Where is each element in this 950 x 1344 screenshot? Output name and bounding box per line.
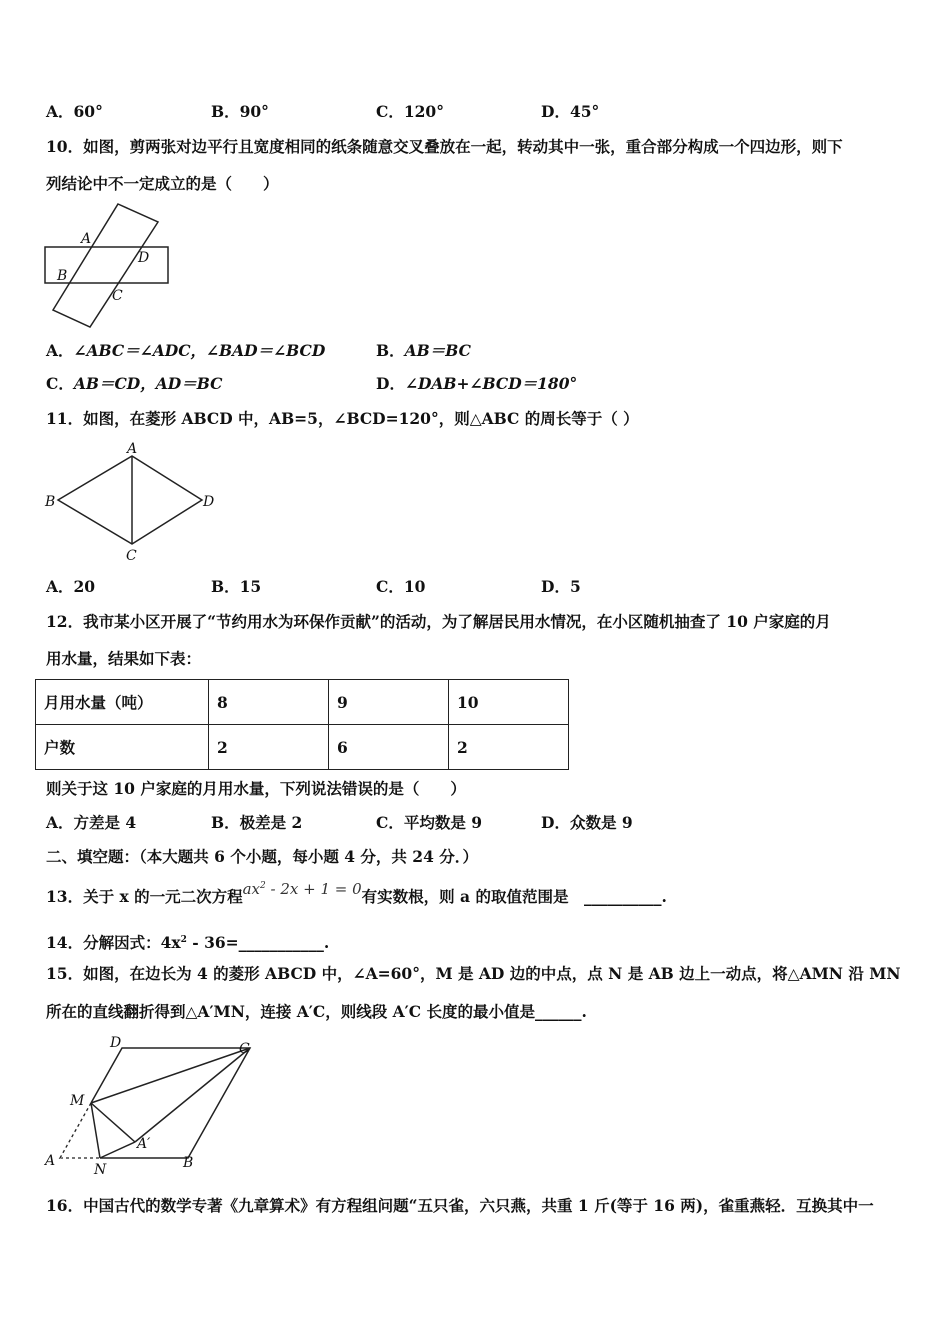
- q9-option-c: C．120°: [376, 102, 444, 121]
- table-cell: 户数: [36, 725, 209, 770]
- table-cell: 8: [209, 680, 329, 725]
- table-cell: 2: [209, 725, 329, 770]
- q10-option-a-prefix: A．: [46, 341, 74, 360]
- label-b: B: [183, 1155, 194, 1171]
- label-c: C: [239, 1041, 250, 1057]
- label-aprime: A′: [137, 1136, 151, 1152]
- q11-option-b: B．15: [211, 577, 262, 596]
- rhombus-abcd: [58, 456, 202, 544]
- label-d: D: [110, 1035, 122, 1051]
- label-a: A: [127, 441, 138, 457]
- q13-prefix: 13．关于 x 的一元二次方程: [46, 887, 243, 906]
- q10-option-a-text: ∠ABC＝∠ADC，∠BAD＝∠BCD: [73, 341, 326, 360]
- table-cell: 10: [449, 680, 569, 725]
- table-cell: 月用水量（吨）: [36, 680, 209, 725]
- segment-n-aprime: [100, 1142, 135, 1158]
- q15-figure: [40, 1035, 265, 1180]
- label-a: A: [81, 231, 92, 247]
- q12-option-d: D．众数是 9: [541, 813, 633, 832]
- section-2-heading: 二、填空题：（本大题共 6 个小题，每小题 4 分，共 24 分．）: [46, 847, 479, 866]
- q10-option-d-text: ∠DAB+∠BCD＝180°: [404, 374, 578, 393]
- table-row: [36, 680, 569, 725]
- segment-aprime-c: [135, 1048, 250, 1142]
- q13-formula-rest: - 2x + 1 = 0: [265, 880, 362, 898]
- q10-option-a: [46, 341, 325, 361]
- segment-m-n: [91, 1103, 100, 1158]
- q10-text-line1: 10．如图，剪两张对边平行且宽度相同的纸条随意交叉叠放在一起，转动其中一张，重合部分构成一个四边形，则下: [46, 137, 843, 156]
- table-row: [36, 725, 569, 770]
- q12-text-line2: 用水量，结果如下表：: [46, 649, 202, 668]
- q10-option-b-text: AB＝BC: [404, 341, 471, 360]
- label-a: A: [45, 1153, 56, 1169]
- label-n: N: [94, 1162, 107, 1178]
- label-c: C: [126, 548, 137, 564]
- q15-text-line2: 所在的直线翻折得到△A′MN，连接 A′C，则线段 A′C 长度的最小值是______.: [46, 1002, 587, 1021]
- q12-question: 则关于这 10 户家庭的月用水量，下列说法错误的是（ ）: [46, 779, 466, 798]
- q9-option-b: B．90°: [211, 102, 269, 121]
- q13-formula-a: ax: [242, 880, 261, 898]
- q13-text: [46, 880, 667, 907]
- table-cell: 9: [329, 680, 449, 725]
- q14-exp: 2: [180, 935, 187, 945]
- q10-option-d: [376, 374, 577, 394]
- q11-figure: [42, 440, 227, 565]
- label-d: D: [203, 494, 215, 510]
- q12-option-b: B．极差是 2: [211, 813, 303, 832]
- q14-text: [46, 930, 329, 953]
- q10-option-c: [46, 374, 222, 394]
- q14-suffix: - 36=___________.: [186, 933, 330, 953]
- q9-option-a: A．60°: [46, 102, 103, 121]
- q12-text-line1: 12．我市某小区开展了“节约用水为环保作贡献”的活动，为了解居民用水情况，在小区随机抽查了 10 户家庭的月: [46, 612, 831, 631]
- q11-text: 11．如图，在菱形 ABCD 中，AB=5，∠BCD=120°，则△ABC 的周长等于（ ）: [46, 409, 639, 428]
- q10-text-line2: 列结论中不一定成立的是（ ）: [46, 174, 279, 193]
- q13-formula-exp: 2: [260, 881, 266, 891]
- q11-option-a: A．20: [46, 577, 96, 596]
- q12-option-c: C．平均数是 9: [376, 813, 483, 832]
- label-b: B: [57, 268, 68, 284]
- q11-option-c: C．10: [376, 577, 426, 596]
- label-m: M: [70, 1093, 85, 1109]
- label-c: C: [112, 288, 123, 304]
- q10-option-b: [376, 341, 471, 361]
- q10-option-c-text: AB＝CD，AD＝BC: [73, 374, 223, 393]
- q10-option-c-prefix: C．: [46, 374, 74, 393]
- table-cell: 6: [329, 725, 449, 770]
- label-d: D: [138, 250, 150, 266]
- rhombus-abcd: [60, 1048, 250, 1158]
- q13-formula: [243, 880, 362, 898]
- q11-option-d: D．5: [541, 577, 581, 596]
- q10-option-d-prefix: D．: [376, 374, 405, 393]
- segment-m-aprime: [91, 1103, 135, 1142]
- q10-figure: [40, 200, 180, 335]
- water-usage-table: [35, 679, 569, 770]
- q9-option-d: D．45°: [541, 102, 600, 121]
- q14-prefix: 14．分解因式：4x: [46, 933, 181, 953]
- table-cell: 2: [449, 725, 569, 770]
- q13-suffix: 有实数根，则 a 的取值范围是 __________.: [361, 887, 667, 906]
- q15-text-line1: 15．如图，在边长为 4 的菱形 ABCD 中，∠A=60°，M 是 AD 边的中点，点 N 是 AB 边上一动点，将△AMN 沿 MN: [46, 964, 901, 983]
- segment-m-c: [91, 1048, 250, 1103]
- q16-text: 16．中国古代的数学专著《九章算术》有方程组问题“五只雀，六只燕，共重 1 斤(等于 16 两)，雀重燕轻．互换其中一: [46, 1196, 874, 1215]
- q10-option-b-prefix: B．: [376, 341, 405, 360]
- label-b: B: [45, 494, 56, 510]
- q12-option-a: A．方差是 4: [46, 813, 137, 832]
